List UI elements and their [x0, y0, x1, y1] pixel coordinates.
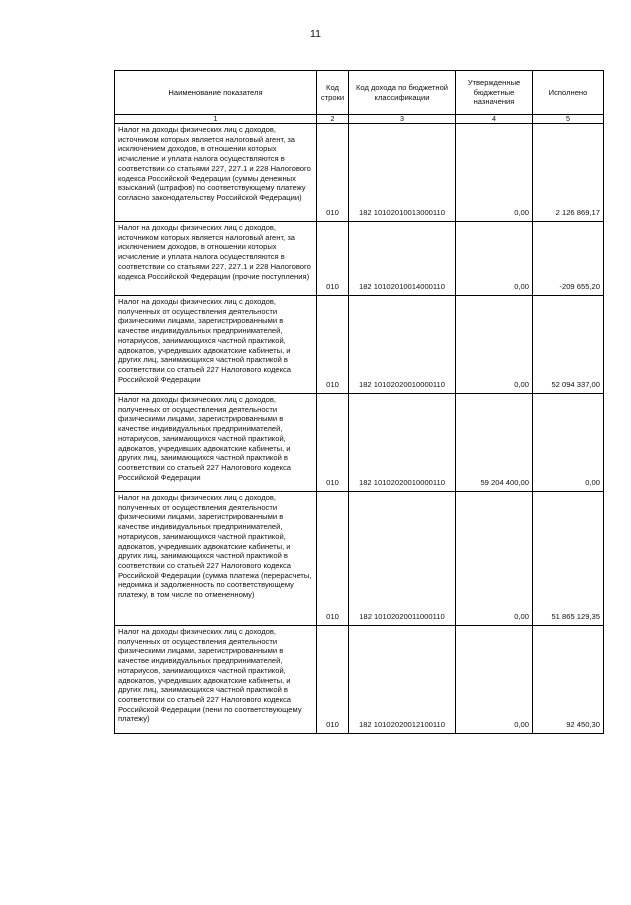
table-row [115, 222, 604, 296]
line-code-cell: 010 [317, 492, 349, 626]
approved-amount-cell: 0,00 [456, 222, 533, 296]
income-report-table [114, 70, 604, 734]
income-code-cell: 182 10102020012100110 [349, 626, 456, 734]
executed-amount-cell: 92 450,30 [533, 626, 604, 734]
approved-amount-cell: 0,00 [456, 492, 533, 626]
approved-amount-cell: 0,00 [456, 124, 533, 222]
line-code-cell: 010 [317, 222, 349, 296]
header-indicator-name: Наименование показателя [115, 71, 317, 115]
income-code-cell: 182 10102020011000110 [349, 492, 456, 626]
table-row [115, 492, 604, 626]
table-row [115, 124, 604, 222]
executed-amount-cell: -209 655,20 [533, 222, 604, 296]
indicator-name-cell: Налог на доходы физических лиц с доходов, полученных от осуществления деятельности физическими лицами, зарегистрированными в качестве индивидуальных предпринимателей, нотариусов, занимающихся частной практикой, адвокатов, учредивших адвокатские кабинеты, и других лиц, занимающихся частной практикой в соответствии со статьей 227 Налогового кодекса Российской Федерации [115, 296, 317, 394]
indicator-name-cell: Налог на доходы физических лиц с доходов, полученных от осуществления деятельности физическими лицами, зарегистрированными в качестве индивидуальных предпринимателей, нотариусов, занимающихся частной практикой, адвокатов, учредивших адвокатские кабинеты, и других лиц, занимающихся частной практикой в соответствии со статьей 227 Налогового кодекса Российской Федерации [115, 394, 317, 492]
column-number: 2 [317, 115, 349, 124]
executed-amount-cell: 2 126 869,17 [533, 124, 604, 222]
indicator-name-cell: Налог на доходы физических лиц с доходов, полученных от осуществления деятельности физическими лицами, зарегистрированными в качестве индивидуальных предпринимателей, нотариусов, занимающихся частной практикой, адвокатов, учредивших адвокатские кабинеты, и других лиц, занимающихся частной практикой в соответствии со статьей 227 Налогового кодекса Российской Федерации (пени по соответствующему платежу) [115, 626, 317, 734]
executed-amount-cell: 0,00 [533, 394, 604, 492]
indicator-name-cell: Налог на доходы физических лиц с доходов, полученных от осуществления деятельности физическими лицами, зарегистрированными в качестве индивидуальных предпринимателей, нотариусов, занимающихся частной практикой, адвокатов, учредивших адвокатские кабинеты, и других лиц, занимающихся частной практикой в соответствии со статьей 227 Налогового кодекса Российской Федерации (сумма платежа (перерасчеты, недоимка и задолженность по соответствующему платежу, в том числе по отмененному) [115, 492, 317, 626]
indicator-name-cell: Налог на доходы физических лиц с доходов, источником которых является налоговый агент, за исключением доходов, в отношении которых исчисление и уплата налога осуществляются в соответствии со статьями 227, 227.1 и 228 Налогового кодекса Российской Федерации (суммы денежных взысканий (штрафов) по соответствующему платежу согласно законодательству Российской Федерации) [115, 124, 317, 222]
executed-amount-cell: 51 865 129,35 [533, 492, 604, 626]
income-code-cell: 182 10102020010000110 [349, 296, 456, 394]
header-approved: Утвержденные бюджетные назначения [456, 71, 533, 115]
approved-amount-cell: 0,00 [456, 296, 533, 394]
column-number: 4 [456, 115, 533, 124]
table-row [115, 296, 604, 394]
line-code-cell: 010 [317, 124, 349, 222]
column-number: 1 [115, 115, 317, 124]
income-code-cell: 182 10102010013000110 [349, 124, 456, 222]
page-number: 11 [310, 28, 321, 40]
approved-amount-cell: 0,00 [456, 626, 533, 734]
column-number: 5 [533, 115, 604, 124]
column-number: 3 [349, 115, 456, 124]
indicator-name-cell: Налог на доходы физических лиц с доходов, источником которых является налоговый агент, за исключением доходов, в отношении которых исчисление и уплата налога осуществляются в соответствии со статьями 227, 227.1 и 228 Налогового кодекса Российской Федерации (прочие поступления) [115, 222, 317, 296]
table-row [115, 394, 604, 492]
column-number-row [115, 115, 604, 124]
header-row [115, 71, 604, 115]
header-income-code: Код дохода по бюджетной классификации [349, 71, 456, 115]
income-code-cell: 182 10102010014000110 [349, 222, 456, 296]
table-row [115, 626, 604, 734]
header-executed: Исполнено [533, 71, 604, 115]
line-code-cell: 010 [317, 394, 349, 492]
income-code-cell: 182 10102020010000110 [349, 394, 456, 492]
header-line-code: Код строки [317, 71, 349, 115]
approved-amount-cell: 59 204 400,00 [456, 394, 533, 492]
line-code-cell: 010 [317, 626, 349, 734]
executed-amount-cell: 52 094 337,00 [533, 296, 604, 394]
line-code-cell: 010 [317, 296, 349, 394]
